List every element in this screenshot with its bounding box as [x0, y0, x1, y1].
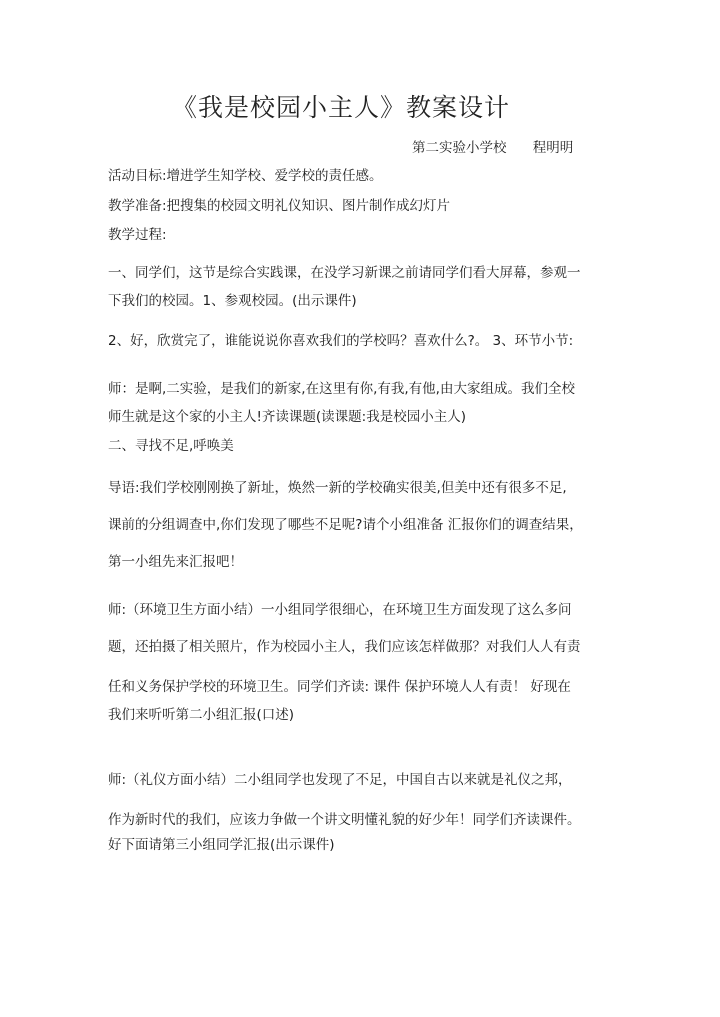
paragraph-line: 导语:我们学校刚刚换了新址，焕然一新的学校确实很美,但美中还有很多不足,: [108, 480, 567, 496]
paragraph-line: 教学准备:把搜集的校园文明礼仪知识、图片制作成幻灯片: [108, 198, 451, 214]
paragraph-line: 师:（环境卫生方面小结）一小组同学很细心，在环境卫生方面发现了这么多问: [108, 602, 572, 618]
paragraph-line: 一、同学们，这节是综合实践课，在没学习新课之前请同学们看大屏幕，参观一: [108, 265, 581, 281]
paragraph-line: 活动目标:增进学生知学校、爱学校的责任感。: [108, 168, 383, 184]
author-school: 第二实验小学校: [412, 140, 507, 156]
paragraph-line: 2、好，欣赏完了，谁能说说你喜欢我们的学校吗？喜欢什么?。 3、环节小节:: [108, 333, 574, 349]
document-title: 《我是校园小主人》教案设计: [172, 93, 511, 122]
paragraph-line: 题，还拍摄了相关照片，作为校园小主人，我们应该怎样做那？对我们人人有责: [108, 639, 581, 655]
author-name: 程明明: [532, 140, 574, 156]
author-line: [412, 136, 573, 156]
paragraph-line: 作为新时代的我们，应该力争做一个讲文明懂礼貌的好少年！同学们齐读课件。: [108, 812, 581, 828]
paragraph-line: 师:（礼仪方面小结）二小组同学也发现了不足，中国自古以来就是礼仪之邦，: [108, 772, 572, 788]
paragraph-line: 课前的分组调查中,你们发现了哪些不足呢?请个小组准备 汇报你们的调查结果，: [108, 517, 583, 533]
paragraph-line: 好下面请第三小组同学汇报(出示课件): [108, 837, 335, 853]
paragraph-line: 我们来听听第二小组汇报(口述): [108, 707, 295, 723]
paragraph-line: 任和义务保护学校的环境卫生。同学们齐读: 课件 保护环境人人有责！ 好现在: [108, 679, 571, 695]
paragraph-line: 师：是啊,二实验，是我们的新家,在这里有你,有我,有他,由大家组成。我们全校: [108, 381, 575, 397]
paragraph-line: 第一小组先来汇报吧！: [108, 554, 243, 570]
paragraph-line: 教学过程:: [108, 227, 167, 243]
paragraph-line: 下我们的校园。1、参观校园。(出示课件): [108, 293, 357, 309]
paragraph-line: 师生就是这个家的小主人!齐读课题(读课题:我是校园小主人): [108, 409, 466, 425]
paragraph-line: 二、寻找不足,呼唤美: [108, 438, 234, 454]
